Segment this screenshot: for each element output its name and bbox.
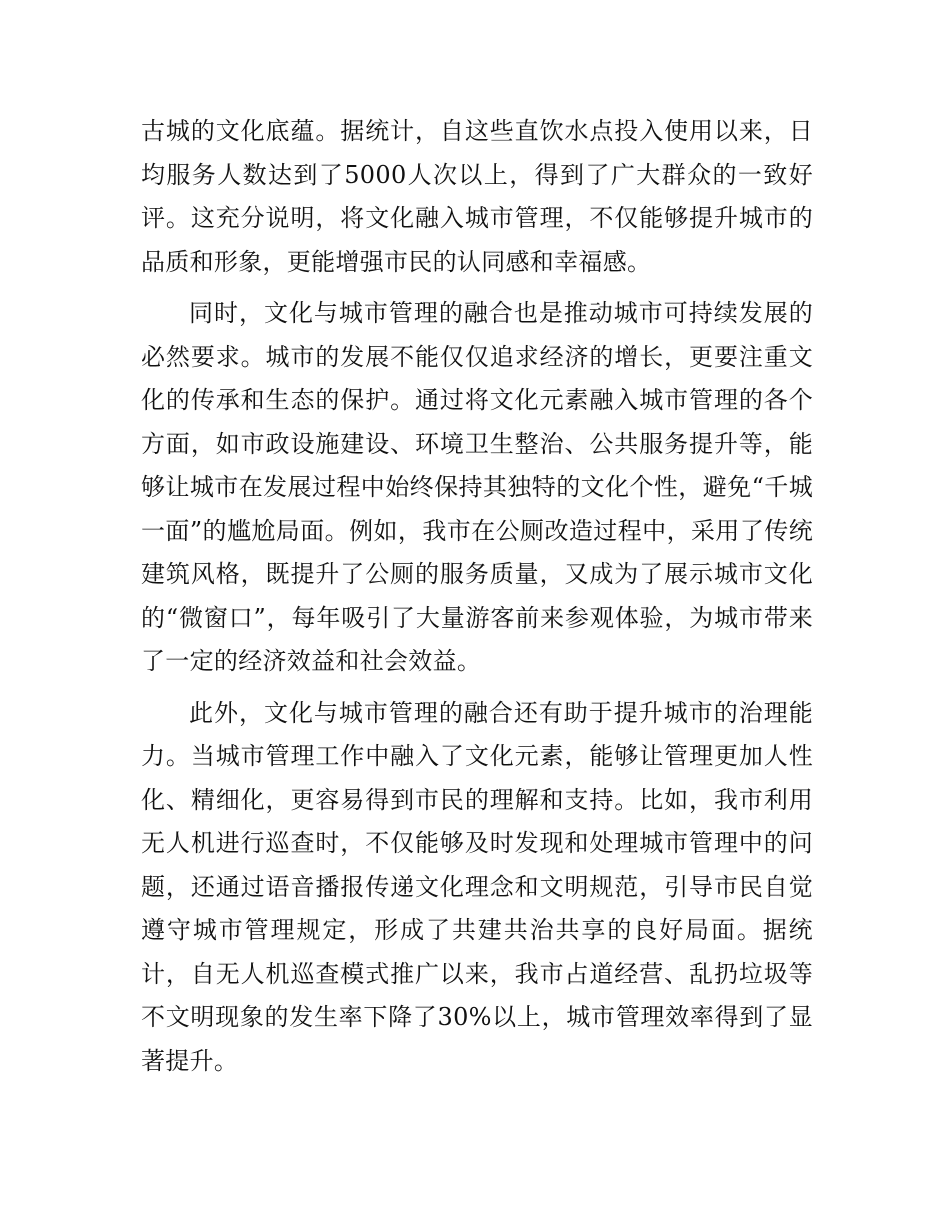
paragraph-3: 此外，文化与城市管理的融合还有助于提升城市的治理能力。当城市管理工作中融入了文化元素，能够让管理更加人性化、精细化，更容易得到市民的理解和支持。比如，我市利用无人机进行巡查时，不仅能够及时发现和处理城市管理中的问题，还通过语音播报传递文化理念和文明规范，引导市民自觉遵守城市管理规定，形成了共建共治共享的良好局面。据统计，自无人机巡查模式推广以来，我市占道经营、乱扔垃圾等不文明现象的发生率下降了30%以上，城市管理效率得到了显著提升。 — [141, 698, 813, 1075]
paragraph-1: 古城的文化底蕴。据统计，自这些直饮水点投入使用以来，日均服务人数达到了5000人次以上，得到了广大群众的一致好评。这充分说明，将文化融入城市管理，不仅能够提升城市的品质和形象，更能增强市民的认同感和幸福感。 — [141, 117, 813, 276]
document-body — [141, 110, 813, 1083]
paragraph-2: 同时，文化与城市管理的融合也是推动城市可持续发展的必然要求。城市的发展不能仅仅追求经济的增长，更要注重文化的传承和生态的保护。通过将文化元素融入城市管理的各个方面，如市政设施建设、环境卫生整治、公共服务提升等，能够让城市在发展过程中始终保持其独特的文化个性，避免“千城一面”的尴尬局面。例如，我市在公厕改造过程中，采用了传统建筑风格，既提升了公厕的服务质量，又成为了展示城市文化的“微窗口”，每年吸引了大量游客前来参观体验，为城市带来了一定的经济效益和社会效益。 — [141, 299, 813, 675]
